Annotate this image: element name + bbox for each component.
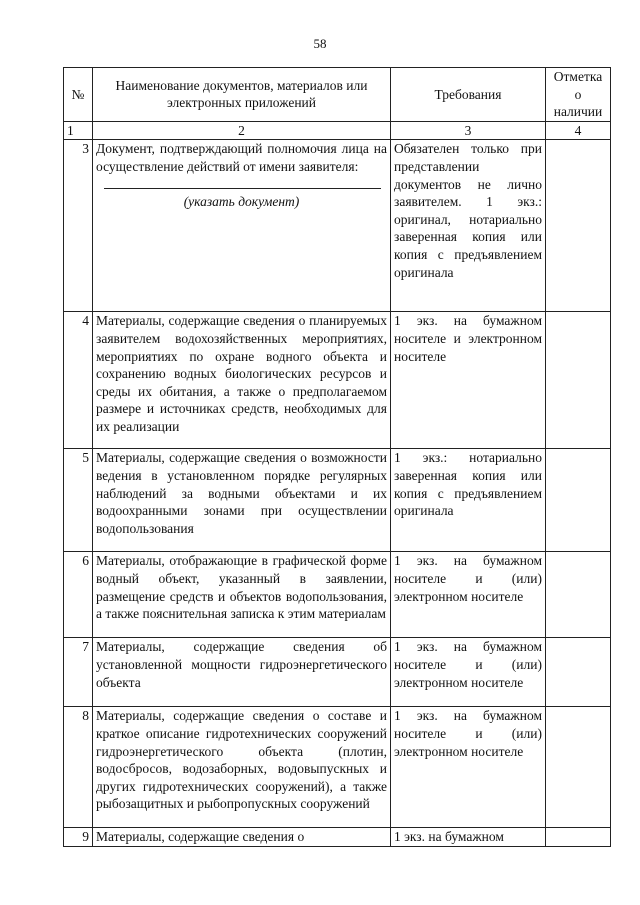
- table-row: [64, 449, 611, 552]
- row-mark: [546, 638, 611, 707]
- row-number: 6: [64, 552, 93, 638]
- row-requirements: 1 экз.: нотариально заверенная копия или копия с предъявлением оригинала: [391, 449, 546, 552]
- row-document-name: Материалы, содержащие сведения о: [93, 828, 391, 847]
- row-document-name: [93, 140, 391, 312]
- table-row: [64, 140, 611, 312]
- row-number: 5: [64, 449, 93, 552]
- row-document-name: Материалы, содержащие сведения об установленной мощности гидроэнергетического объекта: [93, 638, 391, 707]
- table-row: [64, 638, 611, 707]
- table-row: [64, 707, 611, 828]
- column-number: 4: [546, 121, 611, 140]
- row-requirements: 1 экз. на бумажном носителе и (или) электронном носителе: [391, 707, 546, 828]
- row-number: 9: [64, 828, 93, 847]
- row-requirements: 1 экз. на бумажном: [391, 828, 546, 847]
- header-num: №: [64, 68, 93, 122]
- row-mark: [546, 828, 611, 847]
- row-document-name-text: Документ, подтверждающий полномочия лица на осуществление действий от имени заявителя:: [96, 141, 387, 174]
- row-number: 4: [64, 312, 93, 449]
- row-mark: [546, 312, 611, 449]
- table-header-row: [64, 68, 611, 122]
- column-number: 3: [391, 121, 546, 140]
- row-requirements: 1 экз. на бумажном носителе и (или) электронном носителе: [391, 638, 546, 707]
- fill-in-hint: (указать документ): [183, 193, 300, 209]
- table-row: [64, 828, 611, 847]
- row-mark: [546, 552, 611, 638]
- row-document-name: Материалы, содержащие сведения о возможности ведения в установленном порядке регулярных наблюдений за водными объектами и их водоохранными зонами при осуществлении водопользования: [93, 449, 391, 552]
- row-mark: [546, 449, 611, 552]
- column-number: 2: [93, 121, 391, 140]
- table-row: [64, 552, 611, 638]
- row-number: 7: [64, 638, 93, 707]
- fill-in-line: [104, 188, 381, 189]
- row-document-name: Материалы, содержащие сведения о составе и краткое описание гидротехнических сооружений гидроэнергетического объекта (плотин, водосбросов, водозаборных, водовыпускных и других гидротехнических сооружений), а также рыбозащитных и рыбопропускных сооружений: [93, 707, 391, 828]
- column-number-row: [64, 121, 611, 140]
- row-document-name: Материалы, отображающие в графической форме водный объект, указанный в заявлении, размещение средств и объектов водопользования, а также пояснительная записка к этим материалам: [93, 552, 391, 638]
- row-number: 8: [64, 707, 93, 828]
- table-row: [64, 312, 611, 449]
- row-requirements: 1 экз. на бумажном носителе и (или) электронном носителе: [391, 552, 546, 638]
- row-mark: [546, 707, 611, 828]
- page-number: 58: [313, 36, 327, 51]
- row-requirements: Обязателен только при представлении документов не лично заявителем. 1 экз.: оригинал, нотариально заверенная копия или копия с предъявлением оригинала: [391, 140, 546, 312]
- header-mark: Отметка о наличии: [546, 68, 611, 122]
- header-requirements: Требования: [391, 68, 546, 122]
- documents-table: [63, 67, 611, 847]
- column-number: 1: [64, 121, 93, 140]
- row-requirements: 1 экз. на бумажном носителе и электронном носителе: [391, 312, 546, 449]
- header-name: Наименование документов, материалов или электронных приложений: [93, 68, 391, 122]
- row-document-name: Материалы, содержащие сведения о планируемых заявителем водохозяйственных мероприятиях, мероприятиях по охране водного объекта и сохранению водных биологических ресурсов и среды их обитания, а также о предполагаемом размере и источниках средств, необходимых для их реализации: [93, 312, 391, 449]
- row-number: 3: [64, 140, 93, 312]
- row-mark: [546, 140, 611, 312]
